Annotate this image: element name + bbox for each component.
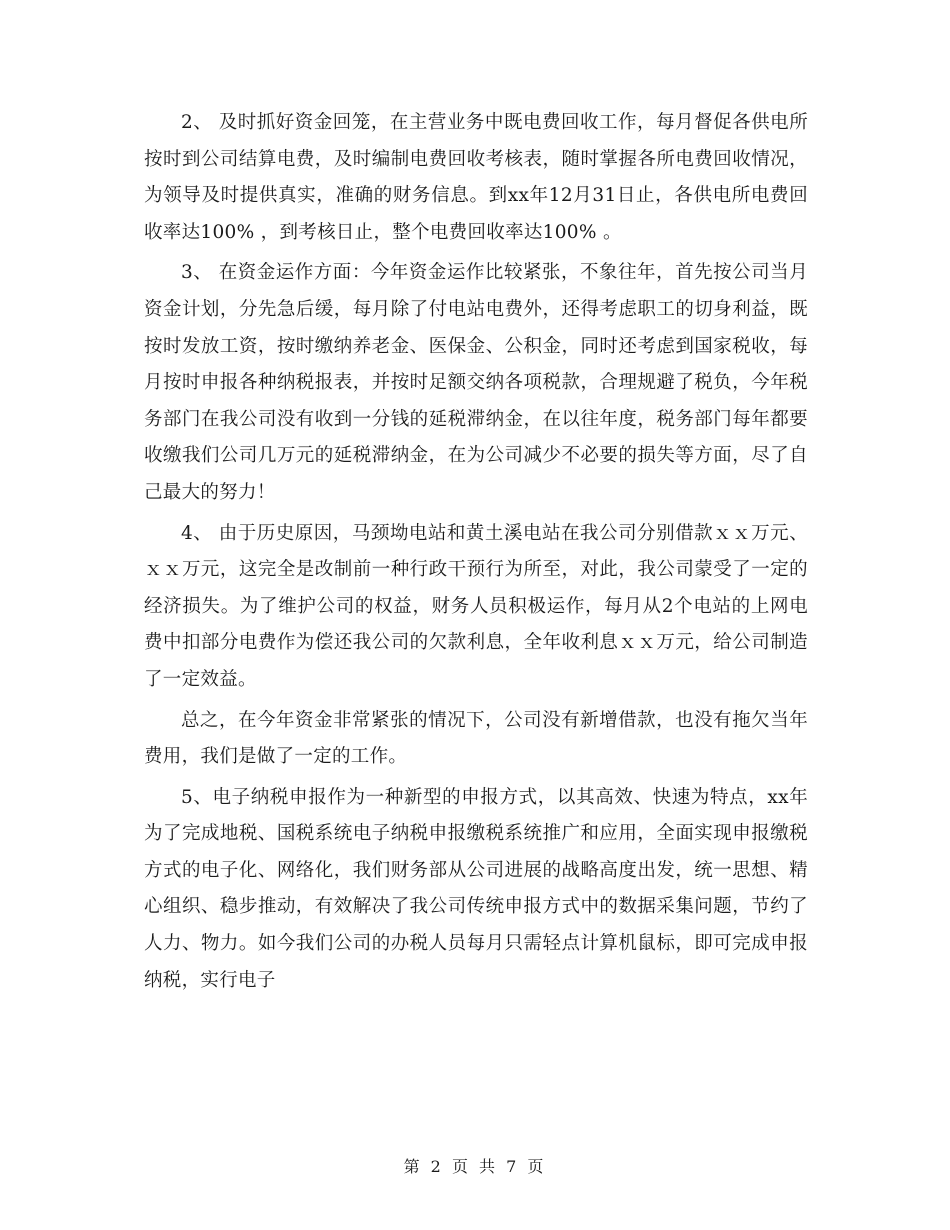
paragraph-item-2: 2、 及时抓好资金回笼，在主营业务中既电费回收工作，每月督促各供电所按时到公司结算电费，及时编制电费回收考核表，随时掌握各所电费回收情况，为领导及时提供真实，准确的财务信息。到xx年12月31日止，各供电所电费回收率达100% ，到考核日止，整个电费回收率达100% 。 [144, 112, 808, 243]
paragraph-item-4: 4、 由于历史原因，马颈坳电站和黄土溪电站在我公司分别借款ｘｘ万元、ｘｘ万元，这完全是改制前一种行政干预行为所至，对此，我公司蒙受了一定的经济损失。为了维护公司的权益，财务人员积极运作，每月从2个电站的上网电费中扣部分电费作为偿还我公司的欠款利息，全年收利息ｘｘ万元，给公司制造了一定效益。 [144, 522, 808, 690]
page-number-footer: 第 2 页 共 7 页 [403, 1157, 547, 1176]
paragraph-item-3: 3、 在资金运作方面：今年资金运作比较紧张，不象往年，首先按公司当月资金计划，分先急后缓，每月除了付电站电费外，还得考虑职工的切身利益，既按时发放工资，按时缴纳养老金、医保金、公积金，同时还考虑到国家税收，每月按时申报各种纳税报表，并按时足额交纳各项税款，合理规避了税负，今年税务部门在我公司没有收到一分钱的延税滞纳金，在以往年度，税务部门每年都要收缴我们公司几万元的延税滞纳金，在为公司减少不必要的损失等方面，尽了自己最大的努力！ [144, 262, 808, 503]
paragraph-summary: 总之，在今年资金非常紧张的情况下，公司没有新增借款，也没有拖欠当年费用，我们是做了一定的工作。 [144, 709, 808, 768]
document-body [144, 105, 808, 1003]
paragraph-item-5: 5、电子纳税申报作为一种新型的申报方式，以其高效、快速为特点，xx年为了完成地税、国税系统电子纳税申报缴税系统推广和应用，全面实现申报缴税方式的电子化、网络化，我们财务部从公司进展的战略高度出发，统一思想、精心组织、稳步推动，有效解决了我公司传统申报方式中的数据采集问题，节约了人力、物力。如今我们公司的办税人员每月只需轻点计算机鼠标，即可完成申报纳税，实行电子 [144, 786, 808, 991]
